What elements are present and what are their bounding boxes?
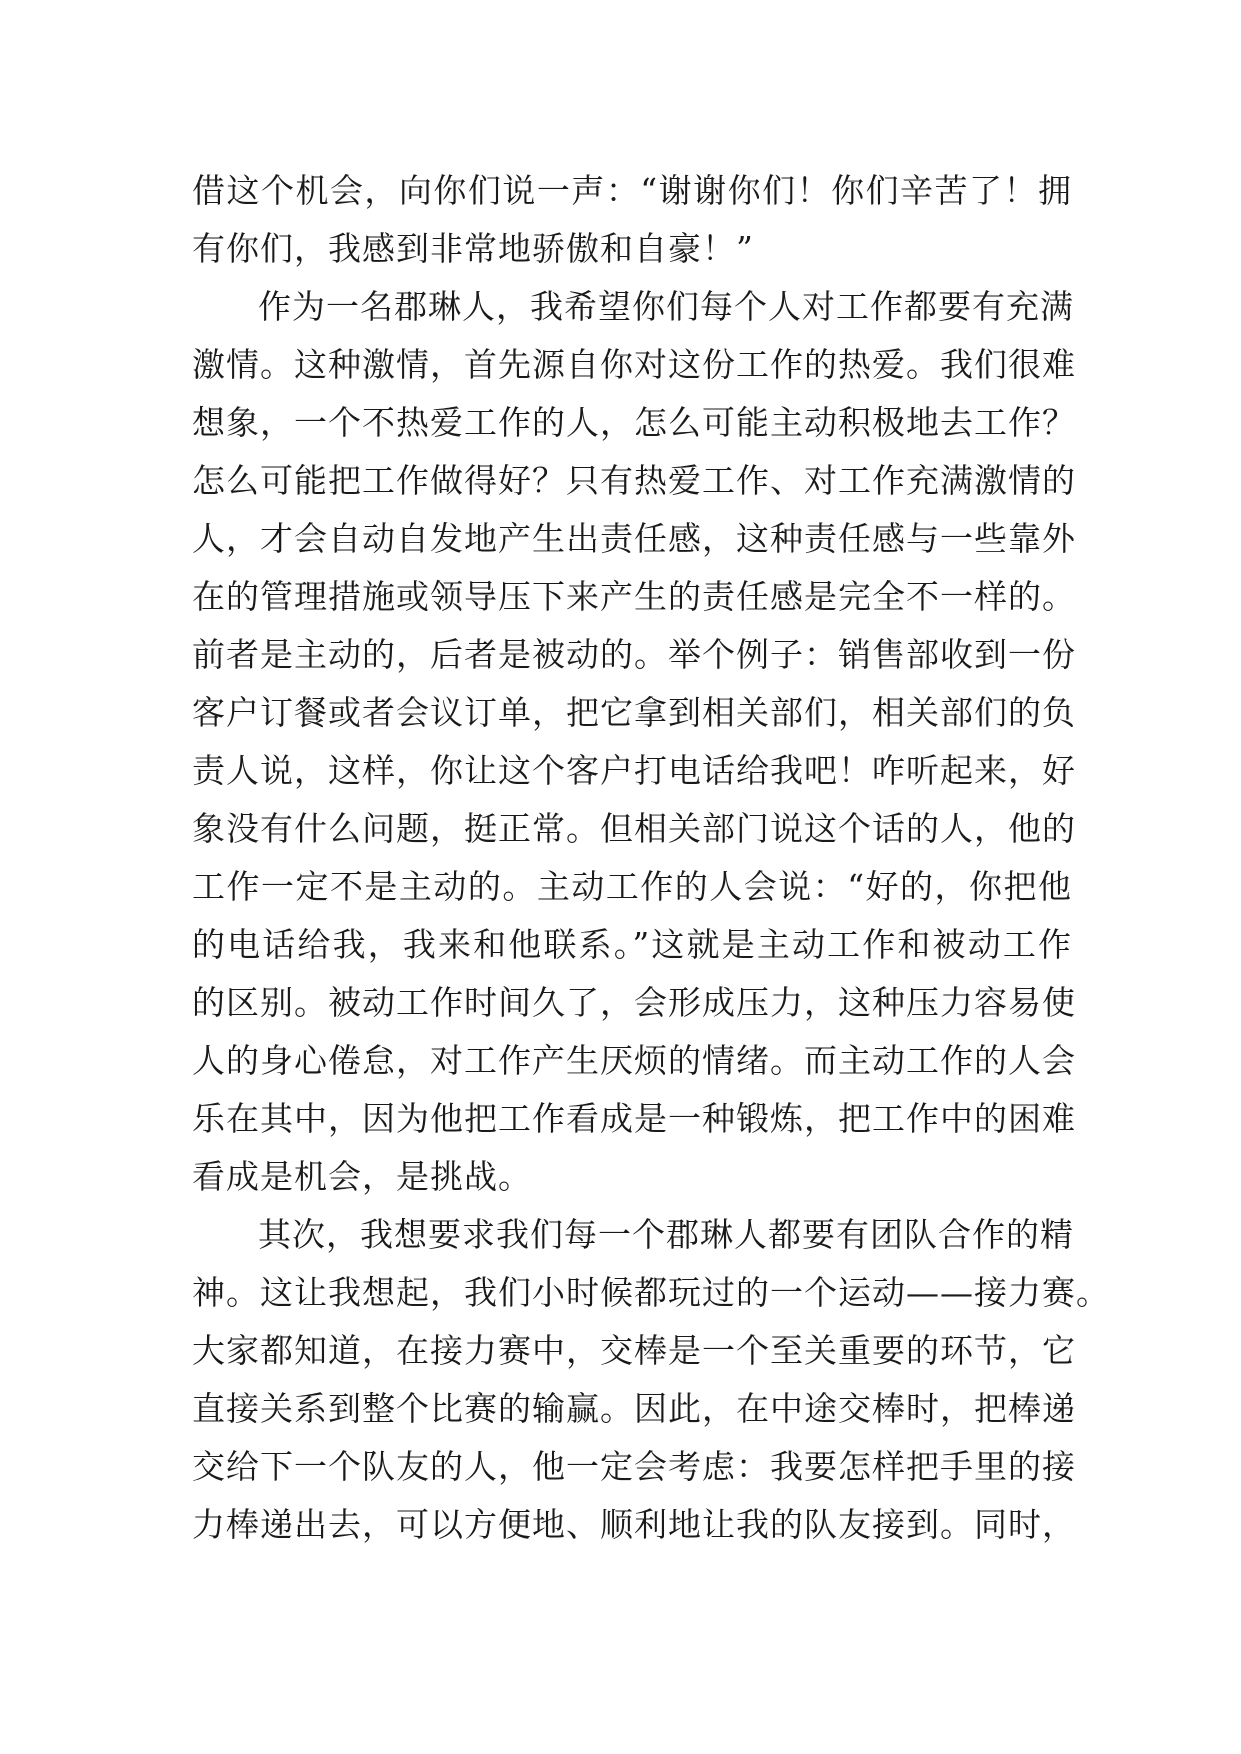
text-line-13: 工作一定不是主动的。主动工作的人会说：“好的，你把他 xyxy=(192,867,1072,906)
text-line-6: 怎么可能把工作做得好？只有热爱工作、对工作充满激情的 xyxy=(192,461,1076,500)
text-line-15: 的区别。被动工作时间久了，会形成压力，这种压力容易使 xyxy=(192,983,1076,1022)
text-line-10: 客户订餐或者会议订单，把它拿到相关部们，相关部们的负 xyxy=(192,693,1076,732)
text-line-9: 前者是主动的，后者是被动的。举个例子：销售部收到一份 xyxy=(192,635,1076,674)
text-line-23: 交给下一个队友的人，他一定会考虑：我要怎样把手里的接 xyxy=(192,1447,1076,1486)
text-line-4: 激情。这种激情，首先源自你对这份工作的热爱。我们很难 xyxy=(192,345,1076,384)
text-line-5: 想象，一个不热爱工作的人，怎么可能主动积极地去工作？ xyxy=(192,403,1076,442)
text-line-16: 人的身心倦怠，对工作产生厌烦的情绪。而主动工作的人会 xyxy=(192,1041,1076,1080)
body-text xyxy=(192,162,1110,1554)
text-line-11: 责人说，这样，你让这个客户打电话给我吧！咋听起来，好 xyxy=(192,751,1076,790)
text-line-22: 直接关系到整个比赛的输赢。因此，在中途交棒时，把棒递 xyxy=(192,1389,1076,1428)
text-line-20: 神。这让我想起，我们小时候都玩过的一个运动——接力赛。 xyxy=(192,1273,1110,1312)
text-line-18: 看成是机会，是挑战。 xyxy=(192,1157,532,1196)
text-line-24: 力棒递出去，可以方便地、顺利地让我的队友接到。同时， xyxy=(192,1505,1076,1544)
text-line-8: 在的管理措施或领导压下来产生的责任感是完全不一样的。 xyxy=(192,577,1076,616)
text-line-12: 象没有什么问题，挺正常。但相关部门说这个话的人，他的 xyxy=(192,809,1076,848)
text-line-21: 大家都知道，在接力赛中，交棒是一个至关重要的环节，它 xyxy=(192,1331,1076,1370)
text-line-17: 乐在其中，因为他把工作看成是一种锻炼，把工作中的困难 xyxy=(192,1099,1076,1138)
text-line-2: 有你们，我感到非常地骄傲和自豪！” xyxy=(192,229,754,268)
text-line-14: 的电话给我，我来和他联系。”这就是主动工作和被动工作 xyxy=(192,925,1072,964)
text-line-1: 借这个机会，向你们说一声：“谢谢你们！你们辛苦了！拥 xyxy=(192,171,1072,210)
text-line-3: 作为一名郡琳人，我希望你们每个人对工作都要有充满 xyxy=(258,287,1074,326)
text-line-19: 其次，我想要求我们每一个郡琳人都要有团队合作的精 xyxy=(258,1215,1074,1254)
text-line-7: 人，才会自动自发地产生出责任感，这种责任感与一些靠外 xyxy=(192,519,1076,558)
